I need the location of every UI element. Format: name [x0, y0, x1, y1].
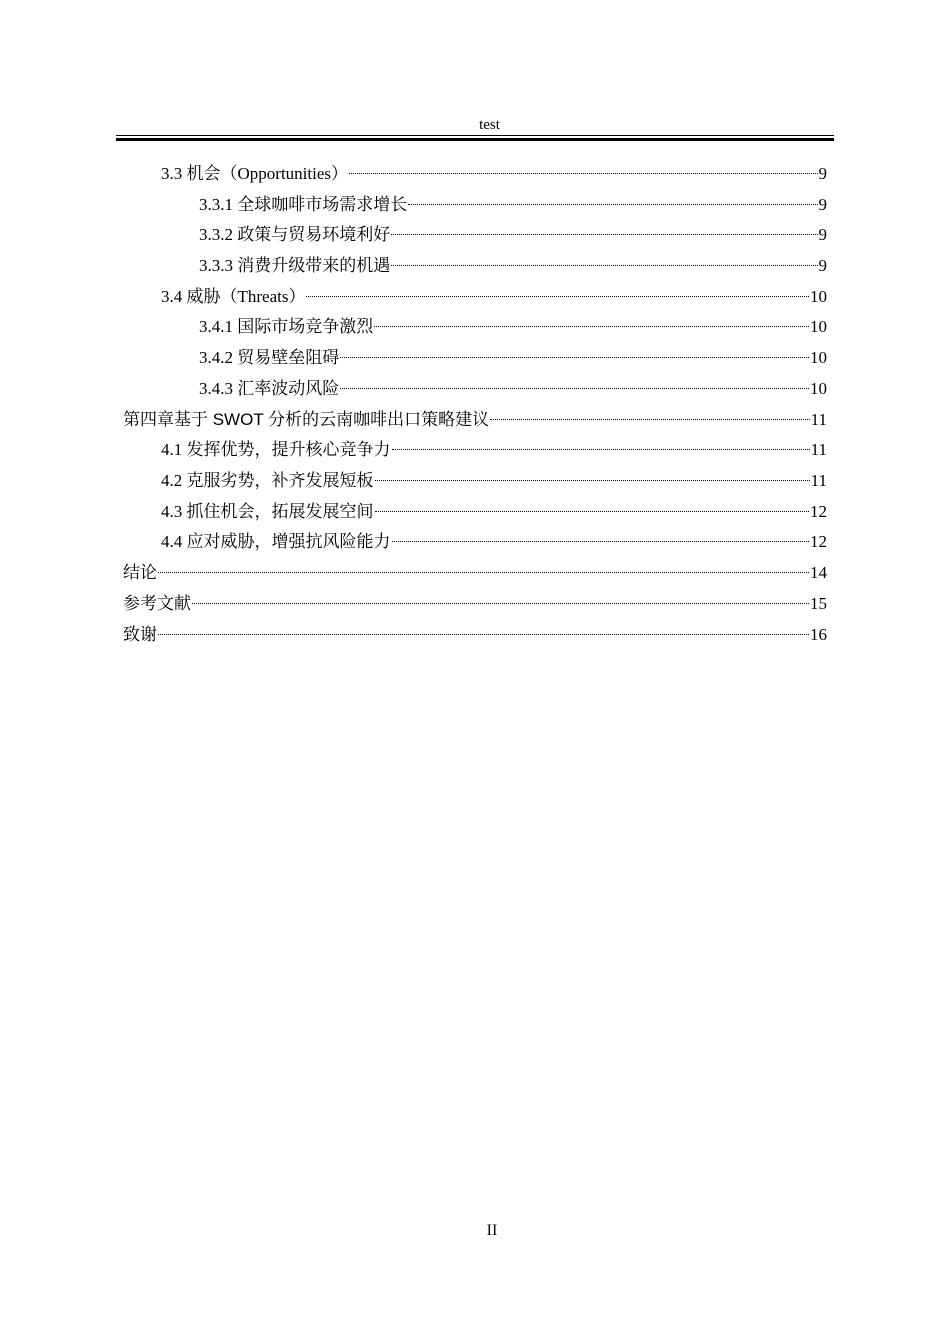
toc-entry-page: 11: [810, 440, 827, 459]
toc-entry-page: 9: [818, 164, 827, 183]
toc-entry[interactable]: [199, 188, 827, 214]
toc-entry-page: 10: [810, 317, 827, 336]
toc-dot-leader: [490, 403, 809, 425]
toc-entry-title: 4.1 发挥优势，提升核心竞争力: [161, 440, 391, 459]
toc-dot-leader: [375, 495, 810, 517]
toc-entry-title: 3.3.2 政策与贸易环境利好: [199, 225, 391, 244]
toc-entry[interactable]: [199, 310, 827, 336]
toc-dot-leader: [158, 618, 809, 640]
toc-dot-leader: [375, 464, 810, 486]
toc-entry-page: 10: [810, 287, 827, 306]
toc-entry-title: 3.4.2 贸易壁垒阻碍: [199, 348, 340, 367]
toc-dot-leader: [392, 525, 810, 547]
toc-entry-title: 第四章基于 SWOT 分析的云南咖啡出口策略建议: [123, 410, 490, 429]
toc-entry-title: 3.4 威胁（Threats）: [161, 287, 306, 306]
toc-entry-page: 15: [810, 594, 827, 613]
toc-dot-leader: [408, 188, 817, 210]
toc-entry-title: 3.3 机会（Opportunities）: [161, 164, 348, 183]
toc-dot-leader: [392, 433, 810, 455]
toc-entry-page: 16: [810, 625, 827, 644]
toc-entry-title: 3.4.3 汇率波动风险: [199, 379, 340, 398]
toc-dot-leader: [374, 310, 809, 332]
running-header: test: [479, 117, 500, 133]
toc-entry-page: 10: [810, 348, 827, 367]
toc-entry-title: 3.3.1 全球咖啡市场需求增长: [199, 195, 408, 214]
toc-entry-page: 12: [810, 502, 827, 521]
toc-entry-page: 9: [818, 195, 827, 214]
toc-entry-page: 14: [810, 563, 827, 582]
toc-entry-page: 11: [810, 410, 827, 429]
toc-dot-leader: [391, 249, 817, 271]
toc-entry[interactable]: [161, 280, 827, 306]
toc-entry[interactable]: [199, 249, 827, 275]
toc-entry-title: 结论: [123, 563, 157, 582]
toc-dot-leader: [391, 218, 817, 240]
toc-dot-leader: [349, 157, 818, 179]
toc-entry[interactable]: [199, 218, 827, 244]
toc-dot-leader: [192, 587, 809, 609]
toc-entry-chapter[interactable]: [123, 618, 827, 644]
toc-entry-title: 4.4 应对威胁，增强抗风险能力: [161, 532, 391, 551]
toc-entry-title: 4.3 抓住机会，拓展发展空间: [161, 502, 374, 521]
toc-entry[interactable]: [161, 525, 827, 551]
toc-entry-title: 致谢: [123, 625, 157, 644]
toc-entry-page: 12: [810, 532, 827, 551]
toc-dot-leader: [340, 372, 809, 394]
toc-dot-leader: [158, 556, 809, 578]
toc-entry[interactable]: [199, 372, 827, 398]
toc-entry-title: 4.2 克服劣势，补齐发展短板: [161, 471, 374, 490]
toc-entry-chapter[interactable]: [123, 403, 827, 429]
toc-dot-leader: [306, 280, 809, 302]
page-number: II: [486, 1222, 498, 1239]
toc-dot-leader: [340, 341, 809, 363]
toc-entry[interactable]: [161, 464, 827, 490]
toc-entry-page: 9: [818, 225, 827, 244]
toc-entry[interactable]: [161, 157, 827, 183]
toc-entry-title: 参考文献: [123, 594, 191, 613]
toc-entry[interactable]: [161, 495, 827, 521]
toc-entry-chapter[interactable]: [123, 587, 827, 613]
toc-entry[interactable]: [161, 433, 827, 459]
toc-entry-page: 11: [810, 471, 827, 490]
toc-entry-page: 10: [810, 379, 827, 398]
toc-entry-title: 3.4.1 国际市场竞争激烈: [199, 317, 374, 336]
toc-entry[interactable]: [199, 341, 827, 367]
toc-entry-title: 3.3.3 消费升级带来的机遇: [199, 256, 391, 275]
toc-entry-chapter[interactable]: [123, 556, 827, 582]
toc-entry-page: 9: [818, 256, 827, 275]
